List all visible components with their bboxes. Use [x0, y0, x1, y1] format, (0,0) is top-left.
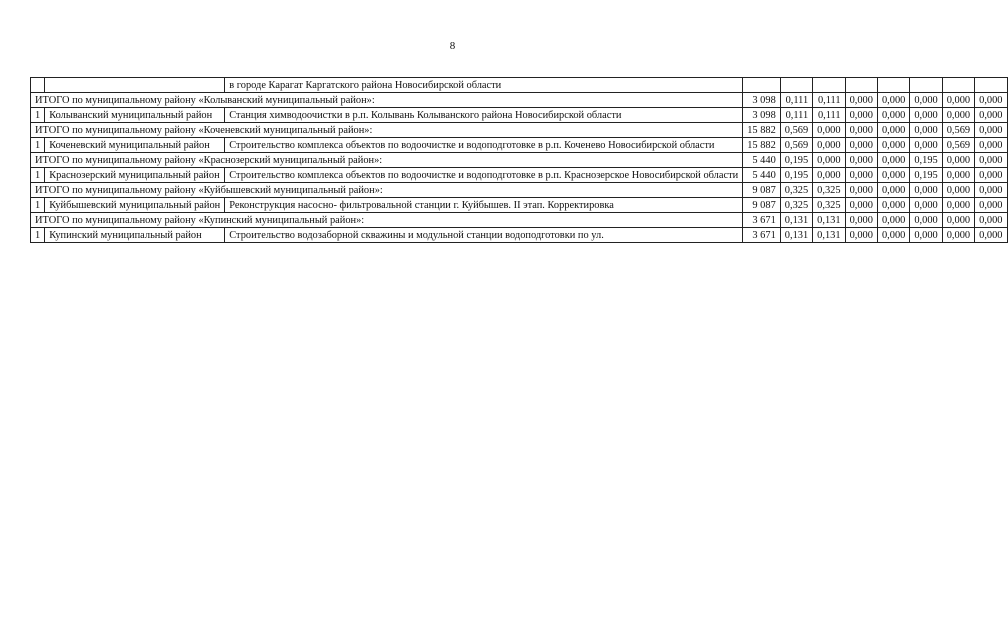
- row-number: 1: [31, 138, 45, 153]
- table-row: [31, 78, 1008, 93]
- index-value: 0,000: [845, 168, 877, 183]
- index-value: 0,131: [813, 213, 845, 228]
- table-row: [31, 198, 1008, 213]
- object-name: в городе Карагат Каргатского района Новосибирской области: [225, 78, 743, 93]
- table-row: [31, 168, 1008, 183]
- index-value: [910, 78, 942, 93]
- index-value: 0,000: [942, 198, 974, 213]
- cost-value: 3 098: [743, 93, 781, 108]
- index-value: 0,000: [845, 138, 877, 153]
- index-value: 0,111: [813, 93, 845, 108]
- index-value: [780, 78, 812, 93]
- index-value: 0,000: [877, 228, 909, 243]
- index-value: 0,000: [910, 198, 942, 213]
- cost-value: 9 087: [743, 183, 781, 198]
- index-value: 0,195: [910, 153, 942, 168]
- index-value: 0,000: [877, 198, 909, 213]
- index-value: 0,000: [877, 213, 909, 228]
- object-name: Реконструкция насосно- фильтровальной станции г. Куйбышев. II этап. Корректировка: [225, 198, 743, 213]
- index-value: 0,111: [780, 93, 812, 108]
- district-name: Купинский муниципальный район: [45, 228, 225, 243]
- index-value: 0,569: [780, 138, 812, 153]
- index-value: 0,111: [780, 108, 812, 123]
- index-value: 0,000: [910, 123, 942, 138]
- total-label: ИТОГО по муниципальному району «Коченевский муниципальный район»:: [31, 123, 743, 138]
- index-value: 0,000: [975, 153, 1007, 168]
- index-value: 0,000: [877, 183, 909, 198]
- index-value: 0,000: [942, 168, 974, 183]
- index-value: 0,000: [877, 123, 909, 138]
- index-value: 0,000: [910, 138, 942, 153]
- total-row: [31, 123, 1008, 138]
- index-value: 0,000: [975, 213, 1007, 228]
- index-value: 0,000: [877, 153, 909, 168]
- budget-table: [30, 77, 1008, 243]
- index-value: 0,000: [910, 228, 942, 243]
- total-row: [31, 213, 1008, 228]
- index-value: 0,000: [975, 123, 1007, 138]
- index-value: [942, 78, 974, 93]
- index-value: 0,325: [780, 183, 812, 198]
- index-value: 0,000: [910, 213, 942, 228]
- cost-value: 15 882: [743, 138, 781, 153]
- index-value: 0,000: [975, 183, 1007, 198]
- index-value: 0,000: [845, 183, 877, 198]
- index-value: 0,000: [813, 168, 845, 183]
- total-row: [31, 183, 1008, 198]
- object-name: Строительство комплекса объектов по водоочистке и водоподготовке в р.п. Краснозерское Новосибирской области: [225, 168, 743, 183]
- index-value: [877, 78, 909, 93]
- object-name: Строительство водозаборной скважины и модульной станции водоподготовки по ул.: [225, 228, 743, 243]
- index-value: 0,000: [975, 168, 1007, 183]
- index-value: 0,569: [780, 123, 812, 138]
- index-value: 0,131: [780, 228, 812, 243]
- index-value: 0,000: [942, 93, 974, 108]
- row-number: 1: [31, 198, 45, 213]
- index-value: 0,195: [780, 153, 812, 168]
- index-value: 0,000: [813, 123, 845, 138]
- row-number: 1: [31, 168, 45, 183]
- total-label: ИТОГО по муниципальному району «Куйбышевский муниципальный район»:: [31, 183, 743, 198]
- total-row: [31, 153, 1008, 168]
- table-body: [31, 78, 1008, 243]
- index-value: 0,325: [813, 183, 845, 198]
- index-value: 0,000: [845, 198, 877, 213]
- row-number: 1: [31, 108, 45, 123]
- total-label: ИТОГО по муниципальному району «Краснозерский муниципальный район»:: [31, 153, 743, 168]
- object-name: Станция химводоочистки в р.п. Колывань Колыванского района Новосибирской области: [225, 108, 743, 123]
- index-value: 0,000: [942, 108, 974, 123]
- index-value: 0,000: [975, 93, 1007, 108]
- row-number: [31, 78, 45, 93]
- table-row: [31, 108, 1008, 123]
- index-value: 0,569: [942, 138, 974, 153]
- district-name: Куйбышевский муниципальный район: [45, 198, 225, 213]
- index-value: 0,111: [813, 108, 845, 123]
- district-name: Коченевский муниципальный район: [45, 138, 225, 153]
- index-value: 0,569: [942, 123, 974, 138]
- index-value: 0,000: [942, 153, 974, 168]
- index-value: 0,000: [845, 153, 877, 168]
- total-row: [31, 93, 1008, 108]
- page-number: 8: [449, 40, 456, 52]
- index-value: 0,000: [975, 198, 1007, 213]
- index-value: 0,000: [845, 228, 877, 243]
- index-value: 0,195: [780, 168, 812, 183]
- index-value: [813, 78, 845, 93]
- cost-value: 5 440: [743, 153, 781, 168]
- index-value: 0,000: [845, 213, 877, 228]
- index-value: 0,000: [845, 108, 877, 123]
- index-value: 0,000: [813, 138, 845, 153]
- cost-value: 15 882: [743, 123, 781, 138]
- cost-value: 5 440: [743, 168, 781, 183]
- index-value: 0,000: [845, 123, 877, 138]
- index-value: 0,000: [975, 228, 1007, 243]
- district-name: [45, 78, 225, 93]
- index-value: 0,000: [877, 108, 909, 123]
- index-value: 0,000: [942, 213, 974, 228]
- index-value: 0,000: [910, 108, 942, 123]
- index-value: 0,000: [877, 138, 909, 153]
- index-value: 0,325: [813, 198, 845, 213]
- index-value: 0,195: [910, 168, 942, 183]
- index-value: 0,000: [910, 183, 942, 198]
- cost-value: 3 098: [743, 108, 781, 123]
- object-name: Строительство комплекса объектов по водоочистке и водоподготовке в р.п. Коченево Новосибирской области: [225, 138, 743, 153]
- district-name: Краснозерский муниципальный район: [45, 168, 225, 183]
- index-value: 0,325: [780, 198, 812, 213]
- index-value: 0,000: [942, 228, 974, 243]
- district-name: Колыванский муниципальный район: [45, 108, 225, 123]
- cost-value: 3 671: [743, 213, 781, 228]
- table-row: [31, 138, 1008, 153]
- total-label: ИТОГО по муниципальному району «Колыванский муниципальный район»:: [31, 93, 743, 108]
- cost-value: 9 087: [743, 198, 781, 213]
- index-value: 0,000: [975, 108, 1007, 123]
- index-value: [975, 78, 1007, 93]
- index-value: 0,000: [877, 168, 909, 183]
- index-value: 0,000: [845, 93, 877, 108]
- cost-value: 3 671: [743, 228, 781, 243]
- index-value: 0,000: [975, 138, 1007, 153]
- index-value: 0,000: [942, 183, 974, 198]
- row-number: 1: [31, 228, 45, 243]
- index-value: 0,131: [780, 213, 812, 228]
- index-value: 0,131: [813, 228, 845, 243]
- total-label: ИТОГО по муниципальному району «Купинский муниципальный район»:: [31, 213, 743, 228]
- table-row: [31, 228, 1008, 243]
- index-value: [845, 78, 877, 93]
- index-value: 0,000: [877, 93, 909, 108]
- index-value: 0,000: [910, 93, 942, 108]
- index-value: 0,000: [813, 153, 845, 168]
- cost-value: [743, 78, 781, 93]
